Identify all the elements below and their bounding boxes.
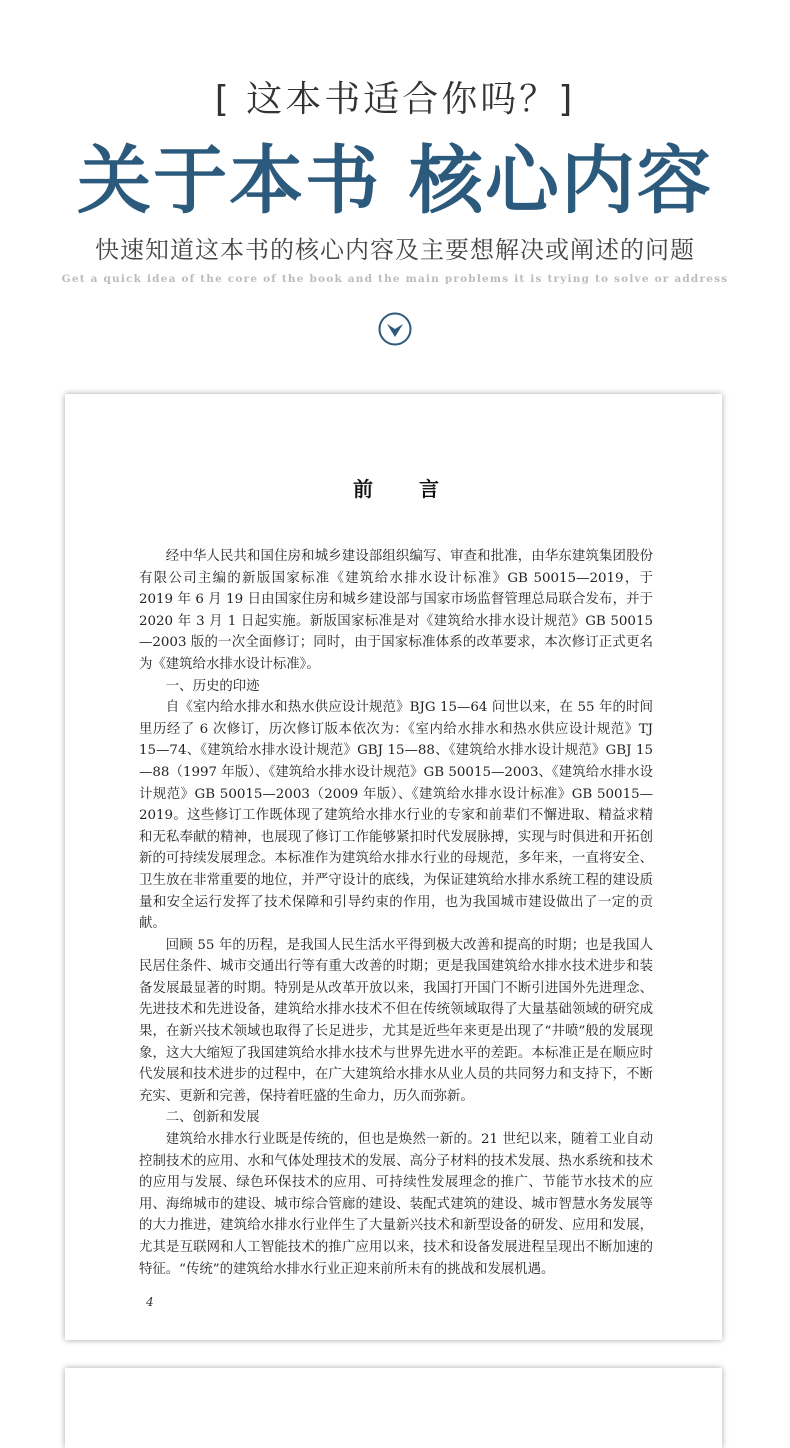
book-pages [0, 394, 790, 1448]
subtitle: 快速知道这本书的核心内容及主要想解决或阐述的问题 [95, 236, 695, 264]
preface-text [139, 546, 653, 1280]
paragraph: 自《室内给水排水和热水供应设计规范》BJG 15—64 问世以来，在 55 年的时间里历经了 6 次修订，历次修订版本依次为：《室内给水排水和热水供应设计规范》TJ 15—74、《建筑给水排水设计规范》GBJ 15—88、《建筑给水排水设计规范》GBJ 15—88（1997 年版）、《建筑给水排水设计规范》GB 50015—2003、《建筑给水排水设计规范》GB 50015—2003（2009 年版）、《建筑给水排水设计标准》GB 50015—2019。这些修订工作既体现了建筑给水排水行业的专家和前辈们不懈进取、精益求精和无私奉献的精神，也展现了修订工作能够紧扣时代发展脉搏，实现与时俱进和开拓创新的可持续发展理念。本标准作为建筑给水排水行业的母规范，多年来，一直将安全、卫生放在非常重要的地位，并严守设计的底线，为保证建筑给水排水系统工程的建设质量和安全运行发挥了技术保障和引导约束的作用，也为我国城市建设做出了一定的贡献。 [139, 700, 653, 932]
header [0, 0, 790, 346]
section-heading: 二、创新和发展 [165, 1110, 260, 1126]
subtitle-english: Get a quick idea of the core of the book and the main problems it is trying to solve or address [61, 273, 729, 285]
paragraph: 经中华人民共和国住房和城乡建设部组织编写、审查和批准，由华东建筑集团股份有限公司主编的新版国家标准《建筑给水排水设计标准》GB 50015—2019，于 2019 年 6 月 19 日由国家住房和城乡建设部与国家市场监督管理总局联合发布，并于 2020 年 3 月 1 日起实施。新版国家标准是对《建筑给水排水设计规范》GB 50015—2003 版的一次全面修订；同时，由于国家标准体系的改革要求，本次修订正式更名为《建筑给水排水设计标准》。 [139, 549, 653, 672]
page-heading: 前言 [353, 477, 485, 501]
page-title: 关于本书 核心内容 [77, 138, 713, 224]
paragraph: 回顾 55 年的历程，是我国人民生活水平得到极大改善和提高的时期；也是我国人民居住条件、城市交通出行等有重大改善的时期；更是我国建筑给水排水技术进步和装备发展最显著的时期。特别是从改革开放以来，我国打开国门不断引进国外先进理念、先进技术和先进设备，建筑给水排水技术不但在传统领域取得了大量基础领域的研究成果，在新兴技术领域也取得了长足进步，尤其是近些年来更是出现了“井喷”般的发展现象，这大大缩短了我国建筑给水排水技术与世界先进水平的差距。本标准正是在顺应时代发展和技术进步的过程中，在广大建筑给水排水从业人员的共同努力和支持下，不断充实、更新和完善，保持着旺盛的生命力，历久而弥新。 [139, 937, 653, 1104]
section-tag: [ 这本书适合你吗？] [214, 79, 576, 120]
next-book-page [65, 1368, 722, 1448]
paragraph: 建筑给水排水行业既是传统的，但也是焕然一新的。21 世纪以来，随着工业自动控制技术的应用、水和气体处理技术的发展、高分子材料的技术发展、热水系统和技术的应用与发展、绿色环保技术的应用、可持续性发展理念的推广、节能节水技术的应用、海绵城市的建设、城市综合管廊的建设、装配式建筑的建设、城市智慧水务发展等的大力推进，建筑给水排水行业伴生了大量新兴技术和新型设备的研发、应用和发展，尤其是互联网和人工智能技术的推广应用以来，技术和设备发展进程呈现出不断加速的特征。“传统”的建筑给水排水行业正迎来前所未有的挑战和发展机遇。 [139, 1132, 653, 1277]
page-number: 4 [146, 1295, 154, 1310]
chevron-down-circle-icon [378, 312, 412, 346]
section-heading: 一、历史的印迹 [165, 678, 260, 694]
book-page [65, 394, 722, 1340]
